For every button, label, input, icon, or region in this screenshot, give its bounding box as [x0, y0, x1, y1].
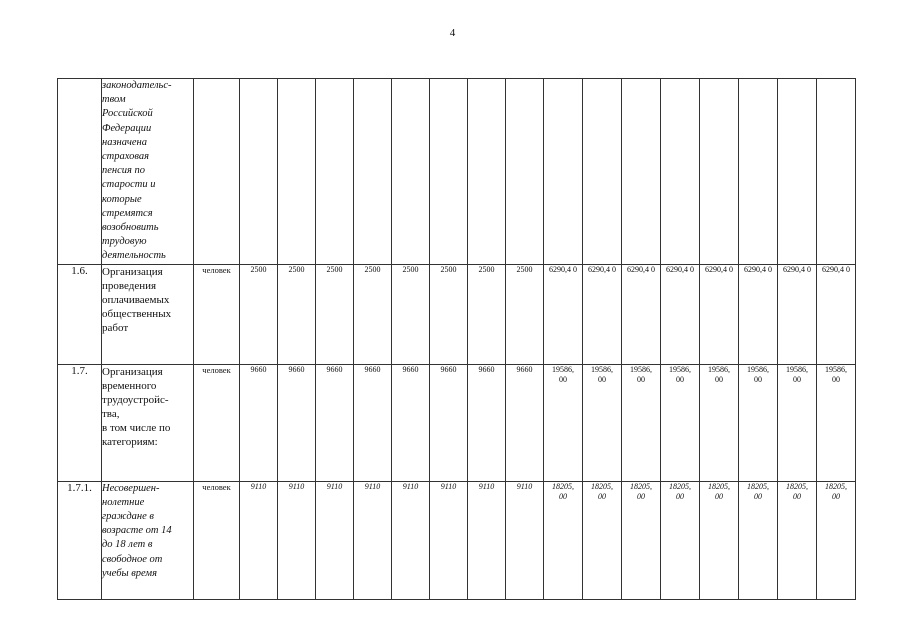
- indicator-name-line: работ: [102, 321, 129, 334]
- indicator-name-line: трудовую: [102, 236, 147, 248]
- value-cell: [622, 481, 661, 599]
- value-cell: [240, 79, 278, 265]
- value-cell: [430, 481, 468, 599]
- value-text: 9660: [288, 364, 305, 374]
- value-cell: [700, 79, 739, 265]
- indicator-name-line: оплачиваемых: [102, 293, 170, 306]
- value-cell: [544, 364, 583, 481]
- value-text: 2500: [478, 264, 495, 274]
- value-cell: [583, 264, 622, 364]
- indicator-name-line: граждане в: [102, 511, 154, 523]
- page-number: 4: [449, 27, 456, 39]
- indicator-name-line: законодательс-: [102, 80, 172, 91]
- value-text: 19586, 00: [708, 364, 730, 384]
- value-text: 9660: [364, 364, 381, 374]
- value-cell: [817, 264, 856, 364]
- value-text: 19586, 00: [591, 364, 613, 384]
- indicator-name-line: временного: [102, 379, 157, 392]
- value-text: 18205, 00: [825, 481, 847, 501]
- indicator-name-line: Организация: [102, 365, 163, 378]
- value-text: 9110: [288, 481, 305, 491]
- value-cell: [622, 79, 661, 265]
- indicator-name-line: назначена: [102, 136, 148, 148]
- value-cell: [622, 264, 661, 364]
- indicator-name-line: стремятся: [102, 207, 153, 219]
- value-text: 6290,4 0: [627, 264, 655, 274]
- value-cell: [392, 79, 430, 265]
- value-cell: [817, 79, 856, 265]
- value-cell: [240, 264, 278, 364]
- value-cell: [430, 264, 468, 364]
- value-text: 2500: [364, 264, 381, 274]
- value-text: 19586, 00: [630, 364, 652, 384]
- indicator-name-line: учебы время: [102, 567, 157, 579]
- value-text: 9660: [402, 364, 419, 374]
- value-cell: [661, 481, 700, 599]
- value-cell: [700, 264, 739, 364]
- indicator-name-line: до 18 лет в: [102, 539, 153, 551]
- value-cell: [739, 264, 778, 364]
- unit-cell: человек: [194, 364, 240, 481]
- value-cell: [468, 264, 506, 364]
- value-cell: [430, 79, 468, 265]
- unit-cell: человек: [194, 481, 240, 599]
- value-text: 9110: [440, 481, 457, 491]
- value-cell: [240, 481, 278, 599]
- indicator-name-line: твом: [102, 94, 126, 106]
- value-cell: [468, 481, 506, 599]
- value-text: 19586, 00: [825, 364, 847, 384]
- value-cell: [278, 364, 316, 481]
- indicator-name-line: категориям:: [102, 435, 158, 448]
- value-cell: [778, 364, 817, 481]
- value-cell: [392, 364, 430, 481]
- value-text: 9660: [516, 364, 533, 374]
- table-row: [58, 79, 856, 265]
- value-text: 6290,4 0: [705, 264, 733, 274]
- value-text: 19586, 00: [669, 364, 691, 384]
- value-text: 6290,4 0: [549, 264, 577, 274]
- value-cell: [583, 79, 622, 265]
- value-text: 19586, 00: [786, 364, 808, 384]
- value-text: 6290,4 0: [744, 264, 772, 274]
- value-cell: [506, 481, 544, 599]
- value-cell: [354, 79, 392, 265]
- value-text: 18205, 00: [591, 481, 613, 501]
- value-cell: [700, 364, 739, 481]
- value-cell: [392, 481, 430, 599]
- data-table: [57, 78, 856, 600]
- indicator-name-cell: [102, 79, 194, 265]
- value-cell: [506, 364, 544, 481]
- value-cell: [739, 481, 778, 599]
- indicator-name-line: Несовершен-: [102, 482, 160, 494]
- value-cell: [583, 481, 622, 599]
- row-number-cell: 1.7.: [58, 364, 102, 481]
- value-cell: [430, 364, 468, 481]
- value-text: 2500: [250, 264, 267, 274]
- value-cell: [700, 481, 739, 599]
- value-cell: [778, 79, 817, 265]
- indicator-name-line: трудоустройс-: [102, 393, 169, 406]
- value-text: 2500: [402, 264, 419, 274]
- row-number-cell: 1.6.: [58, 264, 102, 364]
- unit-cell: человек: [194, 264, 240, 364]
- indicator-name-line: нолетние: [102, 496, 145, 508]
- indicator-name-line: деятельность: [102, 250, 166, 262]
- value-cell: [739, 79, 778, 265]
- value-cell: [661, 364, 700, 481]
- value-cell: [778, 481, 817, 599]
- row-number-cell: [58, 79, 102, 265]
- indicator-name-line: Российской: [102, 108, 153, 120]
- table-row: [58, 264, 856, 364]
- value-cell: [278, 264, 316, 364]
- value-cell: [316, 481, 354, 599]
- value-text: 9660: [326, 364, 343, 374]
- indicator-name-line: тва,: [102, 407, 120, 420]
- value-cell: [316, 79, 354, 265]
- value-text: 18205, 00: [630, 481, 652, 501]
- indicator-name-line: возрасте от 14: [102, 525, 172, 537]
- value-cell: [544, 481, 583, 599]
- value-cell: [278, 79, 316, 265]
- value-cell: [817, 481, 856, 599]
- value-cell: [544, 79, 583, 265]
- value-cell: [506, 264, 544, 364]
- value-text: 18205, 00: [552, 481, 574, 501]
- indicator-name-line: старости и: [102, 179, 156, 191]
- table-row: [58, 364, 856, 481]
- indicator-name-line: возобновить: [102, 222, 159, 234]
- value-cell: [392, 264, 430, 364]
- value-cell: [316, 364, 354, 481]
- indicator-name-cell: [102, 364, 194, 481]
- value-text: 6290,4 0: [822, 264, 850, 274]
- value-cell: [778, 264, 817, 364]
- value-cell: [506, 79, 544, 265]
- value-cell: [278, 481, 316, 599]
- unit-cell: [194, 79, 240, 265]
- value-text: 19586, 00: [552, 364, 574, 384]
- value-text: 6290,4 0: [588, 264, 616, 274]
- value-cell: [468, 364, 506, 481]
- indicator-name-line: свободное от: [102, 553, 163, 565]
- value-text: 18205, 00: [747, 481, 769, 501]
- value-text: 19586, 00: [747, 364, 769, 384]
- value-cell: [622, 364, 661, 481]
- value-text: 9660: [250, 364, 267, 374]
- value-cell: [240, 364, 278, 481]
- indicator-name-cell: [102, 481, 194, 599]
- value-text: 9110: [402, 481, 419, 491]
- value-text: 2500: [288, 264, 305, 274]
- value-text: 2500: [326, 264, 343, 274]
- value-cell: [817, 364, 856, 481]
- value-text: 9110: [478, 481, 495, 491]
- indicator-name-line: Организация: [102, 265, 163, 278]
- indicator-name-line: пенсия по: [102, 165, 146, 177]
- value-cell: [354, 264, 392, 364]
- value-cell: [354, 364, 392, 481]
- value-cell: [661, 264, 700, 364]
- indicator-name-cell: [102, 264, 194, 364]
- value-text: 9110: [326, 481, 343, 491]
- indicator-name-line: которые: [102, 193, 142, 205]
- indicator-name-line: проведения: [102, 279, 157, 292]
- value-cell: [468, 79, 506, 265]
- value-text: 9110: [516, 481, 533, 491]
- value-text: 9110: [364, 481, 381, 491]
- value-text: 9660: [440, 364, 457, 374]
- indicator-name-line: страховая: [102, 151, 150, 163]
- value-text: 18205, 00: [786, 481, 808, 501]
- value-text: 9660: [478, 364, 495, 374]
- table-row: [58, 481, 856, 599]
- value-text: 2500: [440, 264, 457, 274]
- value-cell: [583, 364, 622, 481]
- value-text: 18205, 00: [669, 481, 691, 501]
- value-cell: [544, 264, 583, 364]
- value-text: 6290,4 0: [666, 264, 694, 274]
- value-text: 9110: [250, 481, 267, 491]
- value-cell: [661, 79, 700, 265]
- value-text: 6290,4 0: [783, 264, 811, 274]
- indicator-name-line: в том числе по: [102, 421, 171, 434]
- row-number-cell: 1.7.1.: [58, 481, 102, 599]
- value-cell: [739, 364, 778, 481]
- value-text: 2500: [516, 264, 533, 274]
- value-cell: [354, 481, 392, 599]
- indicator-name-line: Федерации: [102, 122, 152, 134]
- indicator-name-line: общественных: [102, 307, 172, 320]
- value-text: 18205, 00: [708, 481, 730, 501]
- value-cell: [316, 264, 354, 364]
